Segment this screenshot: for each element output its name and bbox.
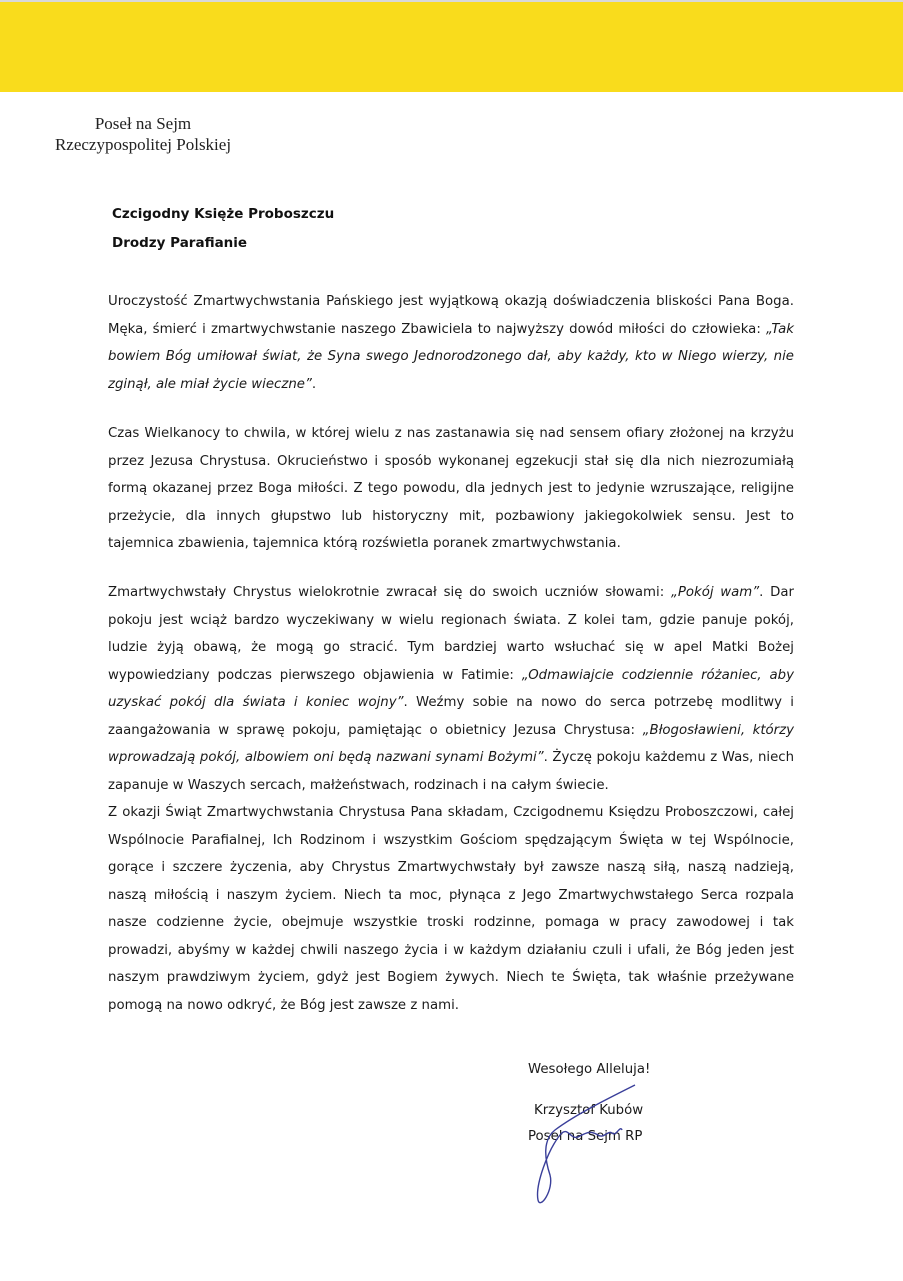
paragraph-3-part-c: . Weźmy sobie na nowo do serca potrzebę modlitwy i zaangażowania w sprawę pokoju, pamiętając o obietnicy Jezusa Chrystusa: xyxy=(108,695,794,738)
signatory-name: Krzysztof Kubów xyxy=(534,1103,644,1118)
sender-line-2: Rzeczypospolitej Polskiej xyxy=(54,135,232,154)
handwritten-signature-icon xyxy=(520,1075,720,1215)
salutation-line-1: Czcigodny Księże Proboszczu xyxy=(112,206,335,222)
header-color-band xyxy=(0,0,903,92)
paragraph-4 xyxy=(108,799,794,1019)
quote-fatima: „Odmawiajcie codziennie różaniec, aby uzyskać pokój dla świata i koniec wojny” xyxy=(108,667,794,710)
bible-quote: „Tak bowiem Bóg umiłował świat, że Syna swego Jednorodzonego dał, aby każdy, kto w Niego wierzy, nie zginął, ale miał życie wieczne” xyxy=(108,321,794,392)
paragraph-3 xyxy=(108,579,794,799)
paragraph-3-part-a: Zmartwychwstały Chrystus wielokrotnie zwracał się do swoich uczniów słowami: xyxy=(108,585,671,600)
signatory-title: Poseł na Sejm RP xyxy=(528,1129,643,1144)
quote-blogoslawieni: „Błogosławieni, którzy wprowadzają pokój, albowiem oni będą nazwani synami Bożymi” xyxy=(108,722,794,765)
paragraph-1-text: Uroczystość Zmartwychwstania Pańskiego jest wyjątkową okazją doświadczenia bliskości Pana Boga. Męka, śmierć i zmartwychwstanie naszego Zbawiciela to najwyższy dowód miłości do człowieka: xyxy=(108,294,794,337)
paragraph-2-text: Czas Wielkanocy to chwila, w której wielu z nas zastanawia się nad sensem ofiary złożonej na krzyżu przez Jezusa Chrystusa. Okrucieństwo i sposób wykonanej egzekucji stał się dla nich niezrozumiałą formą okazanej przez Boga miłości. Z tego powodu, dla jednych jest to jedynie wzruszające, religijne przeżycie, dla innych głupstwo lub historyczny mit, pozbawiony jakiegokolwiek sensu. Jest to tajemnica zbawienia, tajemnica którą rozświetla poranek zmartwychwstania. xyxy=(108,426,794,551)
salutation-line-2: Drodzy Parafianie xyxy=(112,235,248,251)
sender-heading xyxy=(48,113,238,155)
paragraph-2 xyxy=(108,420,794,558)
paragraph-3-part-b: . Dar pokoju jest wciąż bardzo wyczekiwany w wielu regionach świata. Z kolei tam, gdzie panuje pokój, ludzie żyją obawą, że mogą go stracić. Tym bardziej warto wsłuchać się w apel Matki Bożej wypowiedziany podczas pierwszego objawienia w Fatimie: xyxy=(108,585,794,683)
closing-greeting: Wesołego Alleluja! xyxy=(528,1062,651,1077)
paragraph-1-end: . xyxy=(311,376,317,392)
sender-line-1: Poseł na Sejm xyxy=(94,114,192,133)
paragraph-3-part-d: . Życzę pokoju każdemu z Was, niech zapanuje w Waszych sercach, małżeństwach, rodzinach i na całym świecie. xyxy=(108,750,794,793)
paragraph-1 xyxy=(108,288,794,398)
salutation xyxy=(112,200,334,258)
quote-pokoj-wam: „Pokój wam” xyxy=(670,585,760,600)
paragraph-4-text: Z okazji Świąt Zmartwychwstania Chrystusa Pana składam, Czcigodnemu Księdzu Proboszczowi, całej Wspólnocie Parafialnej, Ich Rodzinom i wszystkim Gościom spędzającym Święta w tej Wspólnocie, gorące i szczere życzenia, aby Chrystus Zmartwychwstały był zawsze naszą siłą, naszą nadzieją, naszą miłością i naszym życiem. Niech ta moc, płynąca z Jego Zmartwychwstałego Serca rozpala nasze codzienne życie, obejmuje wszystkie troski rodzinne, pomaga w pracy zawodowej i tak prowadzi, abyśmy w każdej chwili naszego życia i w każdym działaniu czuli i ufali, że Bóg jeden jest naszym prawdziwym życiem, gdyż jest Bogiem żywych. Niech te Święta, tak właśnie przeżywane pomogą na nowo odkryć, że Bóg jest zawsze z nami. xyxy=(108,805,794,1013)
